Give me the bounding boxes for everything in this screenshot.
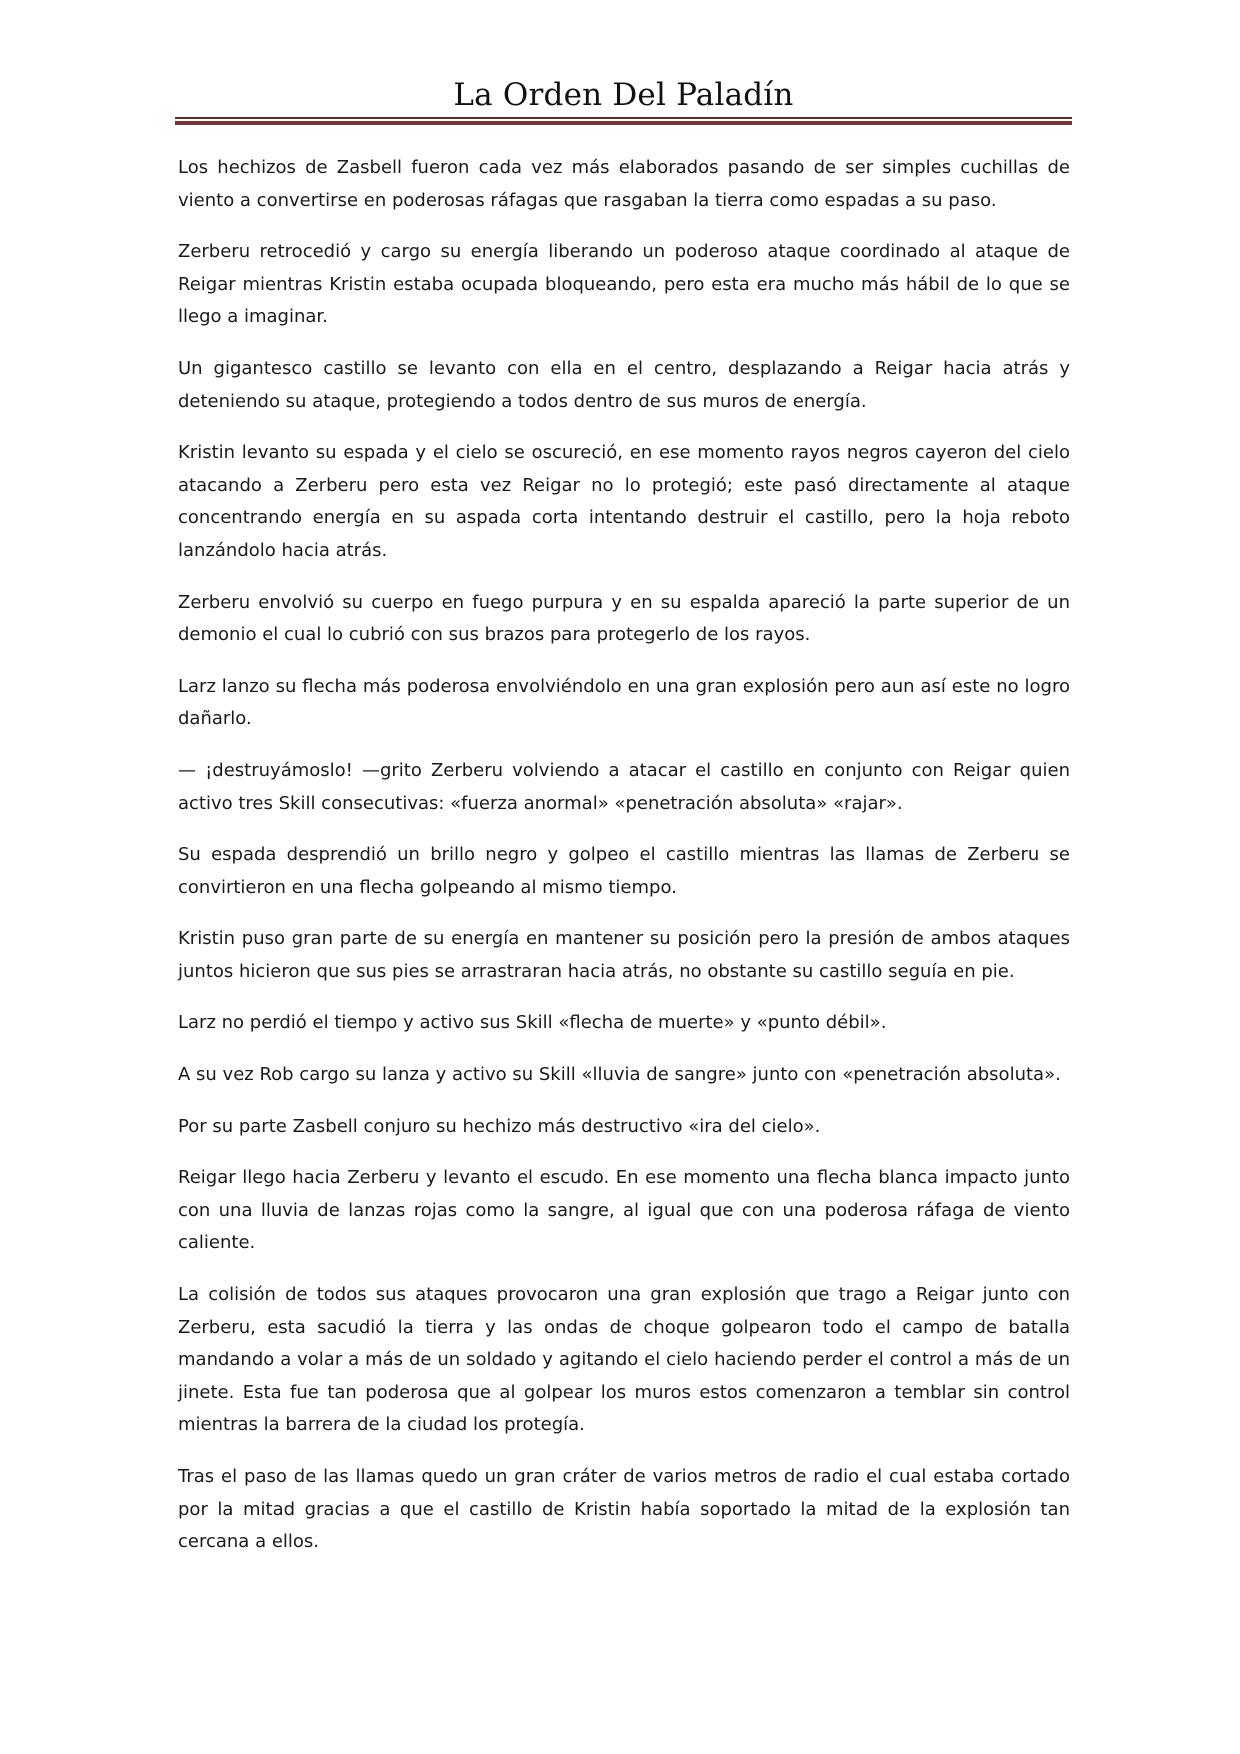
- page-header: [175, 70, 1072, 120]
- paragraph: A su vez Rob cargo su lanza y activo su Skill «lluvia de sangre» junto con «penetración absoluta».: [178, 1064, 1061, 1086]
- paragraph: Los hechizos de Zasbell fueron cada vez más elaborados pasando de ser simples cuchillas de viento a convertirse en poderosas ráfagas que rasgaban la tierra como espadas a su paso.: [178, 157, 1070, 211]
- paragraph: La colisión de todos sus ataques provocaron una gran explosión que trago a Reigar junto con Zerberu, esta sacudió la tierra y las ondas de choque golpearon todo el campo de batalla mandando a volar a más de un soldado y agitando el cielo haciendo perder el control a más de un jinete. Esta fue tan poderosa que al golpear los muros estos comenzaron a temblar sin control mientras la barrera de la ciudad los protegía.: [178, 1284, 1070, 1436]
- header-rule-thick: [175, 121, 1072, 125]
- body-text: [178, 152, 1070, 1578]
- paragraph: Zerberu envolvió su cuerpo en fuego purpura y en su espalda apareció la parte superior de un demonio el cual lo cubrió con sus brazos para protegerlo de los rayos.: [178, 591, 1070, 646]
- paragraph: Tras el paso de las llamas quedo un gran cráter de varios metros de radio el cual estaba cortado por la mitad gracias a que el castillo de Kristin había soportado la mitad de la explosión tan cercana a ellos.: [178, 1466, 1070, 1553]
- paragraph: Zerberu retrocedió y cargo su energía liberando un poderoso ataque coordinado al ataque de Reigar mientras Kristin estaba ocupada bloqueando, pero esta era mucho más hábil de lo que se llego a imaginar.: [178, 241, 1070, 328]
- paragraph: — ¡destruyámoslo! —grito Zerberu volviendo a atacar el castillo en conjunto con Reigar quien activo tres Skill consecutivas: «fuerza anormal» «penetración absoluta» «rajar».: [178, 759, 1070, 814]
- paragraph: Kristin levanto su espada y el cielo se oscureció, en ese momento rayos negros cayeron del cielo atacando a Zerberu pero esta vez Reigar no lo protegió; este pasó directamente al ataque concentrando energía en su aspada corta intentando destruir el castillo, pero la hoja reboto lanzándolo hacia atrás.: [178, 442, 1070, 561]
- header-rule-thin: [175, 117, 1072, 119]
- page-title: La Orden Del Paladín: [453, 77, 794, 113]
- paragraph: Reigar llego hacia Zerberu y levanto el escudo. En ese momento una flecha blanca impacto junto con una lluvia de lanzas rojas como la sangre, al igual que con una poderosa ráfaga de viento caliente.: [178, 1167, 1070, 1254]
- paragraph: Larz lanzo su flecha más poderosa envolviéndolo en una gran explosión pero aun así este no logro dañarlo.: [178, 675, 1070, 730]
- paragraph: Larz no perdió el tiempo y activo sus Skill «flecha de muerte» y «punto débil».: [178, 1012, 887, 1034]
- paragraph: Kristin puso gran parte de su energía en mantener su posición pero la presión de ambos ataques juntos hicieron que sus pies se arrastraran hacia atrás, no obstante su castillo seguía en pie.: [178, 928, 1070, 982]
- paragraph: Un gigantesco castillo se levanto con ella en el centro, desplazando a Reigar hacia atrás y deteniendo su ataque, protegiendo a todos dentro de sus muros de energía.: [178, 357, 1070, 412]
- paragraph: Por su parte Zasbell conjuro su hechizo más destructivo «ira del cielo».: [178, 1115, 821, 1137]
- paragraph: Su espada desprendió un brillo negro y golpeo el castillo mientras las llamas de Zerberu se convirtieron en una flecha golpeando al mismo tiempo.: [178, 844, 1070, 898]
